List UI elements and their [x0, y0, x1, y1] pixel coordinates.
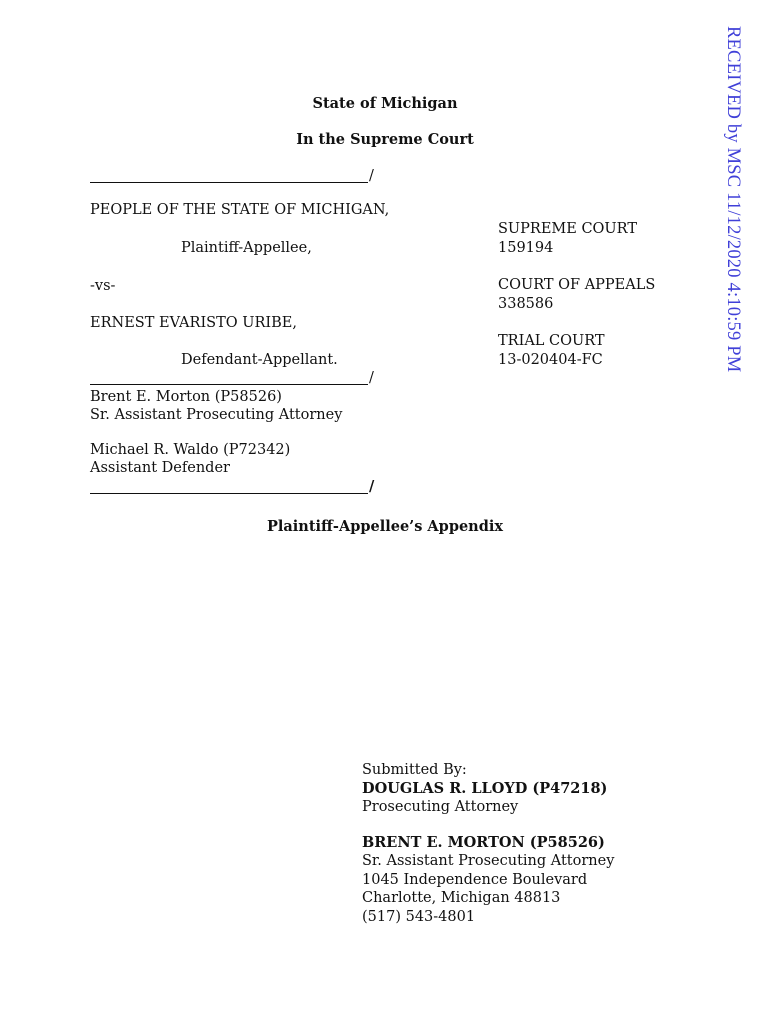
counsel1-name: Brent E. Morton (P58526) — [90, 389, 282, 405]
submitter1-name: DOUGLAS R. LLOYD (P47218) — [362, 780, 608, 797]
trial-court-label: TRIAL COURT — [498, 333, 605, 349]
caption-slash-top: / — [369, 168, 374, 184]
caption-rule-bottom — [90, 493, 368, 494]
court-heading: In the Supreme Court — [296, 131, 474, 148]
caption-rule-middle — [90, 384, 368, 385]
caption-rule-top — [90, 182, 368, 183]
phone-number: (517) 543-4801 — [362, 909, 476, 925]
received-stamp: RECEIVED by MSC 11/12/2020 4:10:59 PM — [723, 26, 743, 373]
party2-role: Defendant-Appellant. — [181, 352, 338, 368]
party1-name: PEOPLE OF THE STATE OF MICHIGAN, — [90, 202, 390, 218]
address-line1: 1045 Independence Boulevard — [362, 872, 588, 888]
submitter2-title: Sr. Assistant Prosecuting Attorney — [362, 853, 615, 869]
caption-slash-bottom: / — [369, 478, 375, 495]
state-heading: State of Michigan — [312, 95, 458, 112]
caption-slash-middle: / — [369, 370, 374, 386]
party1-role: Plaintiff-Appellee, — [181, 240, 312, 256]
submitter2-name: BRENT E. MORTON (P58526) — [362, 834, 605, 851]
counsel1-title: Sr. Assistant Prosecuting Attorney — [90, 407, 343, 423]
supreme-court-number: 159194 — [498, 240, 554, 256]
versus-text: -vs- — [90, 278, 116, 294]
counsel2-title: Assistant Defender — [90, 460, 230, 476]
counsel2-name: Michael R. Waldo (P72342) — [90, 442, 291, 458]
court-of-appeals-label: COURT OF APPEALS — [498, 277, 656, 293]
party2-name: ERNEST EVARISTO URIBE, — [90, 315, 297, 331]
document-title: Plaintiff-Appellee’s Appendix — [266, 518, 504, 535]
trial-court-number: 13-020404-FC — [498, 352, 603, 368]
address-line2: Charlotte, Michigan 48813 — [362, 890, 561, 906]
submitter1-title: Prosecuting Attorney — [362, 799, 519, 815]
submitted-by-label: Submitted By: — [362, 762, 467, 778]
court-of-appeals-number: 338586 — [498, 296, 554, 312]
supreme-court-label: SUPREME COURT — [498, 221, 637, 237]
